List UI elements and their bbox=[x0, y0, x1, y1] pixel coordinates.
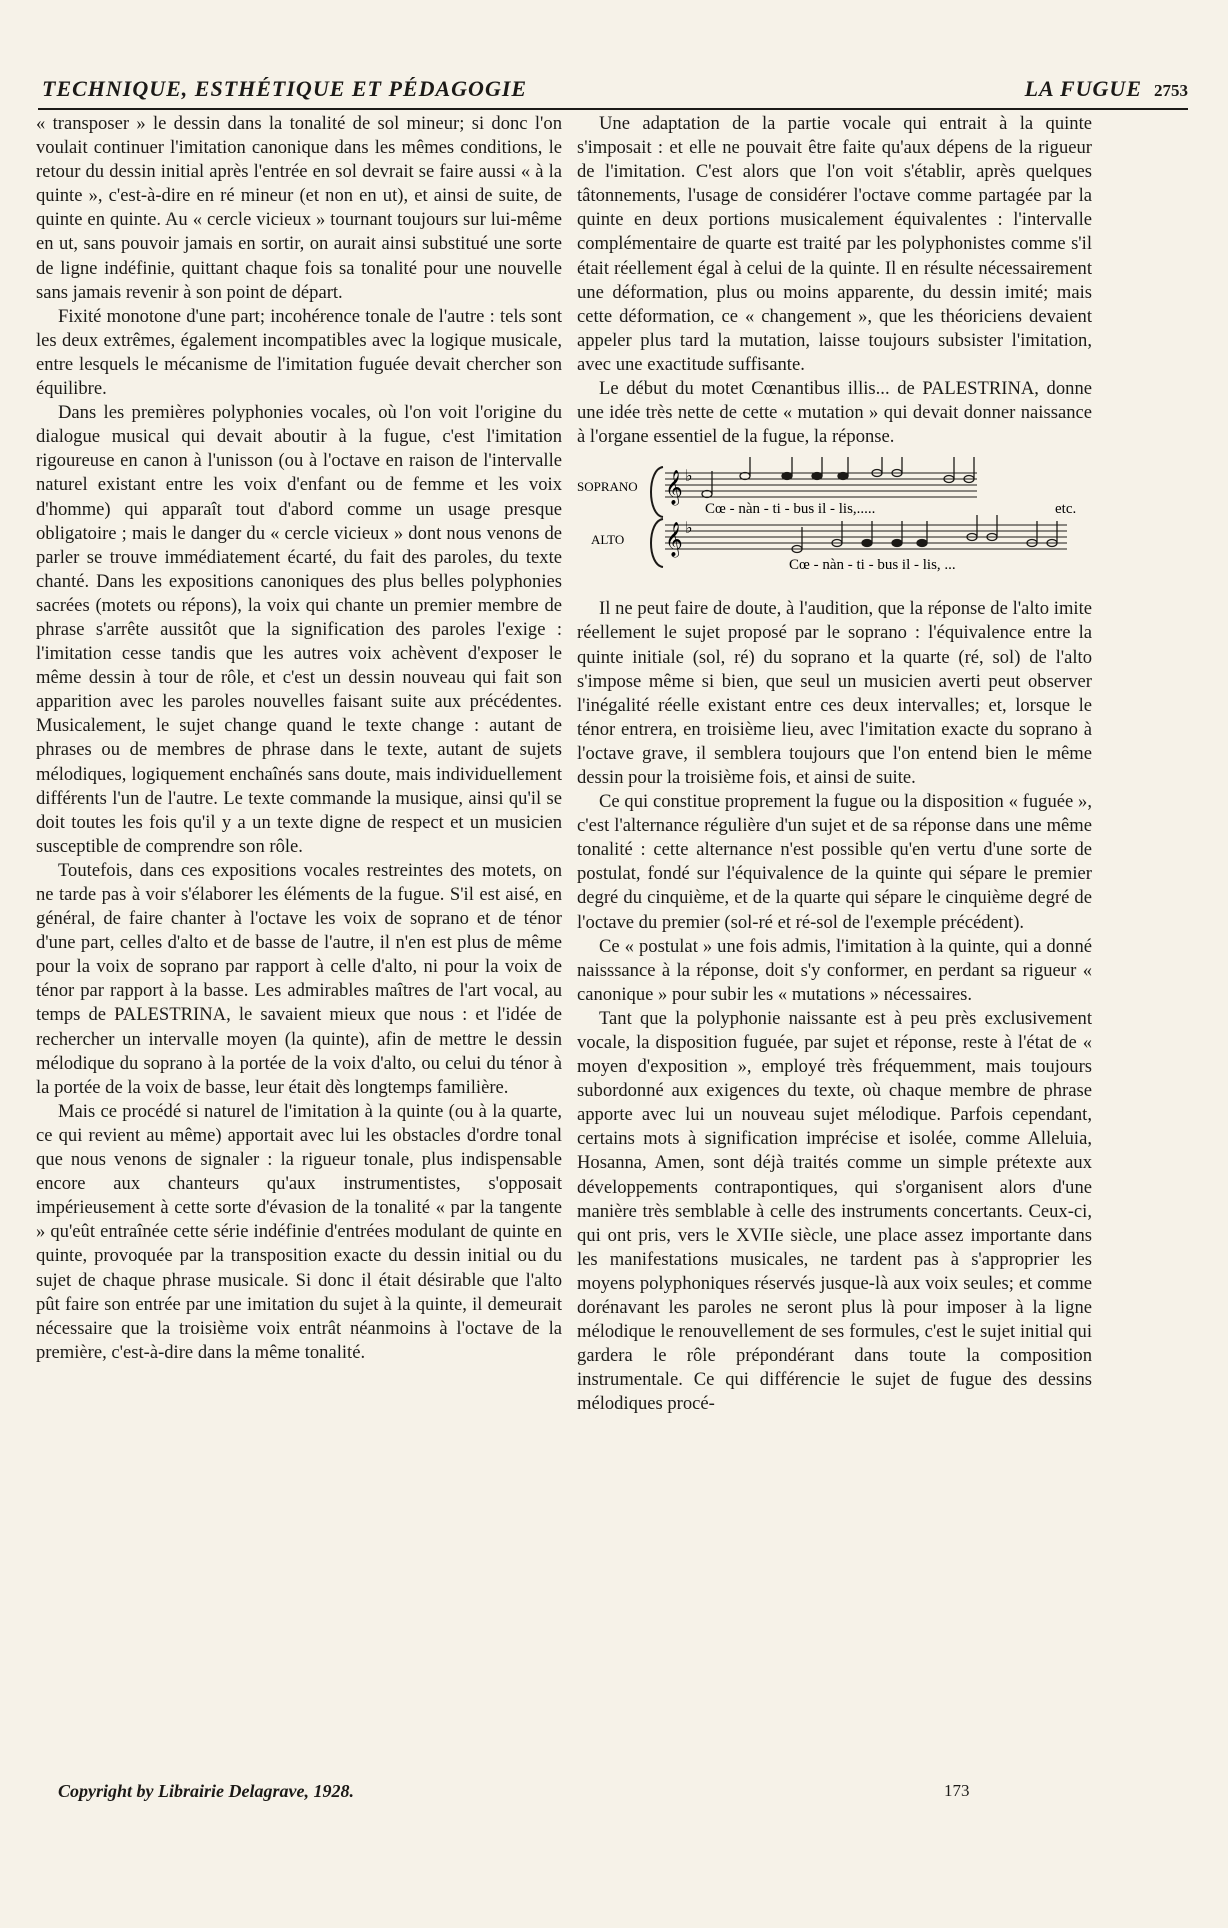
music-staves-figure bbox=[577, 457, 1092, 591]
header-page-number: 2753 bbox=[1154, 81, 1188, 100]
left-paragraph-1: « transposer » le dessin dans la tonalité de sol mineur; si donc l'on voulait continuer l'imitation canonique dans les mêmes conditions, le retour du dessin initial après l'entrée en sol devrait se faire aussi « à la quinte », c'est-à-dire en ré mineur (et non en ut), et ainsi de suite, de quinte en quinte. Au « cercle vicieux » tournant toujours sur lui-même en ut, sans pouvoir jamais en sortir, on aurait ainsi substitué une sorte de ligne indéfinie, quittant chaque fois sa tonalité pour une nouvelle sans jamais revenir à son point de départ. bbox=[36, 113, 562, 303]
copyright-footer: Copyright by Librairie Delagrave, 1928. bbox=[58, 1781, 354, 1801]
header-chapter-title: LA FUGUE bbox=[1024, 76, 1142, 101]
folio-number: 173 bbox=[944, 1781, 970, 1800]
right-paragraph-4: Ce qui constitue proprement la fugue ou la disposition « fuguée », c'est l'alternance régulière d'un sujet et de sa réponse dans une même tonalité : cette alternance n'est possible qu'en vertu d'une sorte de postulat, fondé sur l'équivalence de la quinte qui sépare le premier degré du cinquième, et de la quarte qui sépare le cinquième degré de l'octave du premier (sol-ré et ré-sol de l'exemple précédent). bbox=[577, 791, 1092, 933]
soprano-label: SOPRANO bbox=[577, 479, 638, 495]
right-paragraph-6: Tant que la polyphonie naissante est à peu près exclusivement vocale, la disposition fuguée, par sujet et réponse, reste à l'état de « moyen d'exposition », employé très fréquemment, mais toujours subordonné aux exigences du texte, où chaque membre de phrase apporte avec lui un nouveau sujet mélodique. Parfois cependant, certains mots à signification imprécise et isolée, comme Alleluia, Hosanna, Amen, sont déjà traités comme un simple prétexte aux développements contrapontiques, qui s'organisent alors d'une manière très semblable à celle des instruments concertants. Ceux-ci, qui ont pris, vers le XVIIe siècle, une place assez importante dans les manifestations musicales, ne tardent pas à s'approprier les moyens polyphoniques réservés jusque-là aux voix seules; et comme dorénavant les paroles ne seront plus là pour imposer à la ligne mélodique le renouvellement de ses formules, c'est le sujet initial qui gardera le rôle prépondérant dans toute la composition instrumentale. Ce qui différencie le sujet de fugue des dessins mélodiques procé- bbox=[577, 1007, 1092, 1415]
alto-lyrics: Cœ - nàn - ti - bus il - lis, ... bbox=[789, 557, 956, 574]
flat-icon-alto: ♭ bbox=[685, 518, 693, 538]
right-column bbox=[577, 112, 1092, 1417]
left-paragraph-3: Dans les premières polyphonies vocales, où l'on voit l'origine du dialogue musical qui devait aboutir à la fugue, c'est l'imitation rigoureuse en canon à l'unisson (ou à l'octave en raison de l'intervalle naturel existant entre les voix d'enfant ou de femme et les voix d'homme) qui apparaît tout d'abord comme un usage presque obligatoire ; mais le danger du « cercle vicieux » dont nous venons de parler se trouve immédiatement écarté, du fait des paroles, du texte chanté. Dans les expositions canoniques des plus belles polyphonies sacrées (motets ou répons), la voix qui chante un premier membre de phrase s'arrête aussitôt que la signification des paroles l'exige : l'imitation cesse tandis que les autres voix achèvent d'exposer le même dessin à tour de rôle, et c'est un dessin nouveau qui fait son apparition avec les paroles nouvelles faisant suite aux précédentes. Musicalement, le sujet change quand le texte change : autant de phrases ou de membres de phrase dans le texte, autant de sujets mélodiques, logiquement enchaînés sans doute, mais individuellement différents l'un de l'autre. Le texte commande la musique, ainsi qu'il se doit toutes les fois qu'il y a un texte digne de respect et un musicien susceptible de comprendre son rôle. bbox=[36, 402, 562, 857]
right-paragraph-5: Ce « postulat » une fois admis, l'imitation à la quinte, qui a donné naisssance à la réponse, doit s'y conformer, en perdant sa rigueur « canonique » pour subir les « mutations » nécessaires. bbox=[577, 935, 1092, 1005]
left-paragraph-5: Mais ce procédé si naturel de l'imitation à la quinte (ou à la quarte, ce qui revient au même) apportait avec lui les obstacles d'ordre tonal que nous venons de signaler : la rigueur tonale, plus indispensable encore aux chanteurs qu'aux instrumentistes, s'opposait impérieusement à cette sorte d'évasion de la tonalité « par la tangente » qu'eût entraînée cette série indéfinie d'entrées modulant de quinte en quinte, provoquée par la transposition exacte du dessin initial ou du sujet de chaque phrase musicale. Si donc il était désirable que l'alto pût faire son entrée par une imitation du sujet à la quinte, il demeurait nécessaire que la troisième voix entrât néanmoins à l'octave de la première, c'est-à-dire dans la même tonalité. bbox=[36, 1100, 562, 1363]
header-chapter bbox=[1025, 76, 1188, 102]
alto-label: ALTO bbox=[591, 532, 625, 548]
system-brace-lower bbox=[651, 519, 663, 567]
treble-clef-icon: 𝄞 bbox=[665, 470, 683, 506]
etc-label: etc. bbox=[1055, 501, 1077, 518]
right-paragraph-2: Le début du motet Cœnantibus illis... de PALESTRINA, donne une idée très nette de cette « mutation » qui devait donner naissance à l'organe essentiel de la fugue, la réponse. bbox=[577, 378, 1092, 448]
system-brace bbox=[651, 467, 663, 517]
right-paragraph-3: Il ne peut faire de doute, à l'audition, que la réponse de l'alto imite réellement le sujet proposé par le soprano : l'équivalence entre la quinte initiale (sol, ré) du soprano et la quarte (ré, sol) de l'alto s'impose même si bien, que seul un musicien averti peut observer l'inégalité réelle existant entre ces deux intervalles; et, lorsque le ténor entrera, en troisième lieu, avec l'imitation exacte du soprano à l'octave grave, il semblera toujours que l'on entend bien le même dessin pour la troisième fois, et ainsi de suite. bbox=[577, 598, 1092, 788]
flat-icon: ♭ bbox=[685, 466, 693, 486]
soprano-lyrics: Cœ - nàn - ti - bus il - lis,..... bbox=[705, 501, 876, 518]
left-paragraph-4: Toutefois, dans ces expositions vocales restreintes des motets, on ne tarde pas à voir s'élaborer les éléments de la fugue. S'il est aisé, en général, de faire chanter à l'octave les voix de soprano et de ténor d'une part, celles d'alto et de basse de l'autre, il n'en est plus de même pour la voix de soprano par rapport à celle d'alto, ni pour la voix de ténor par rapport à la basse. Les admirables maîtres de l'art vocal, au temps de PALESTRINA, le savaient mieux que nous : et l'idée de rechercher un intervalle moyen (la quinte), afin de mettre le dessin mélodique du soprano à la portée de la voix d'alto, ou celui du ténor à la portée de la voix de basse, leur était dès longtemps familière. bbox=[36, 859, 562, 1098]
right-paragraph-1: Une adaptation de la partie vocale qui entrait à la quinte s'imposait : et elle ne pouvait être faite qu'aux dépens de la rigueur de l'imitation. C'est alors que l'on voit s'établir, après quelques tâtonnements, l'usage de considérer l'octave comme partagée par la quinte en deux portions musicalement équivalentes : l'intervalle complémentaire de quarte est traité par les polyphonistes comme s'il était réellement égal à celui de la quinte. Il en résulte nécessairement une déformation, plus ou moins apparente, du dessin imité; mais cette déformation, ce « changement », que les théoriciens devaient appeler plus tard la mutation, laisse toujours subsister l'imitation, avec une exactitude suffisante. bbox=[577, 113, 1092, 375]
header-section-title: TECHNIQUE, ESTHÉTIQUE ET PÉDAGOGIE bbox=[42, 76, 528, 101]
left-paragraph-2: Fixité monotone d'une part; incohérence tonale de l'autre : tels sont les deux extrêmes, également incompatibles avec la logique musicale, entre lesquels le mécanisme de l'imitation fuguée devait chercher son équilibre. bbox=[36, 305, 562, 400]
treble-clef-icon-alto: 𝄞 bbox=[665, 522, 683, 558]
left-column bbox=[36, 112, 562, 1365]
music-example bbox=[577, 457, 1092, 591]
alto-notes bbox=[792, 515, 1057, 553]
running-header bbox=[38, 68, 1188, 110]
